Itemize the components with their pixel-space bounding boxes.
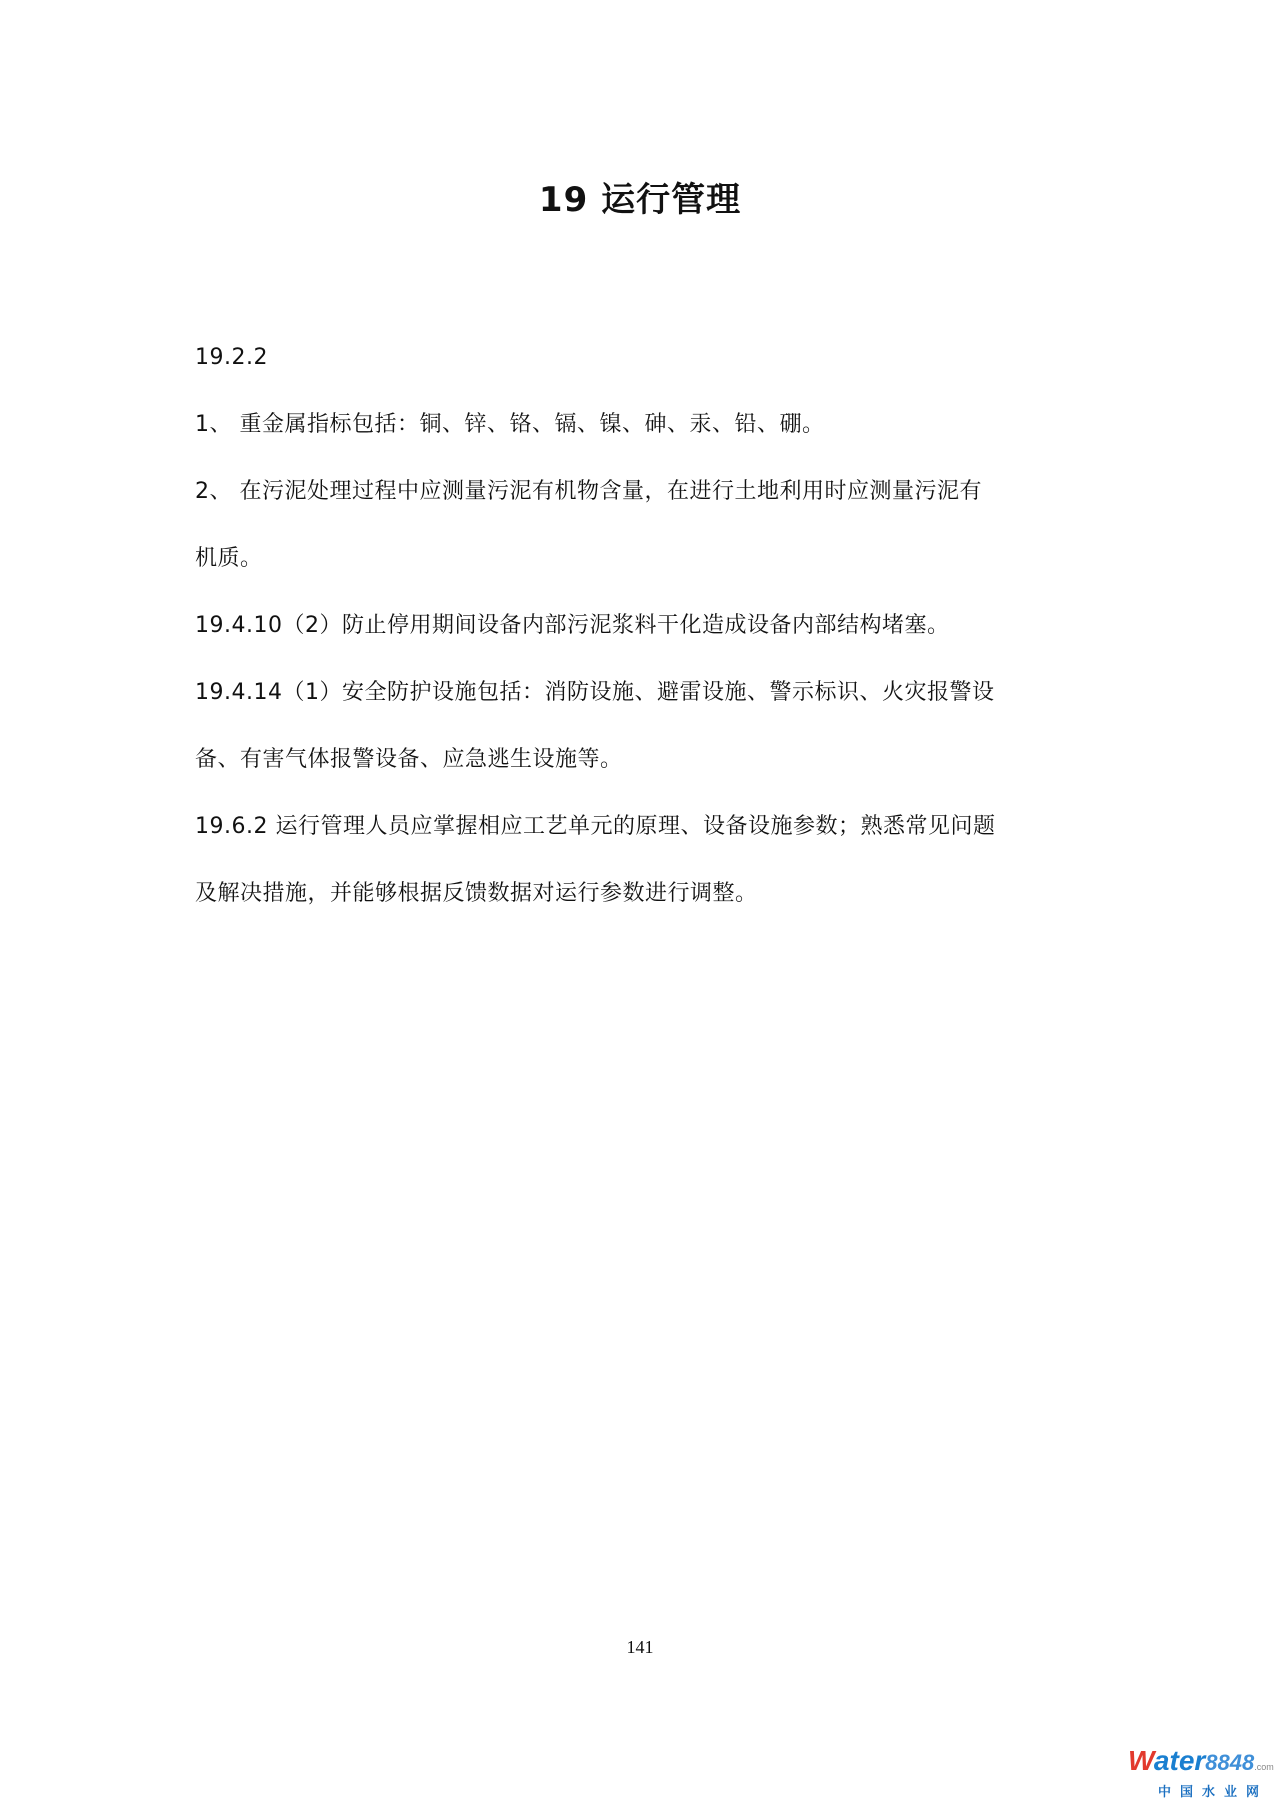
paragraph-line: 机质。 <box>195 546 263 571</box>
paragraph-line: 1、 重金属指标包括：铜、锌、铬、镉、镍、砷、汞、铅、硼。 <box>195 412 825 437</box>
paragraph-line: 19.4.10（2）防止停用期间设备内部污泥浆料干化造成设备内部结构堵塞。 <box>195 613 950 638</box>
paragraph-line: 2、 在污泥处理过程中应测量污泥有机物含量，在进行土地利用时应测量污泥有 <box>195 479 982 504</box>
paragraph-line: 19.4.14（1）安全防护设施包括：消防设施、避雷设施、警示标识、火灾报警设 <box>195 680 995 705</box>
watermark-number: 8848 <box>1205 1750 1255 1775</box>
section-number-19-2-2: 19.2.2 <box>195 345 268 370</box>
paragraph-line: 及解决措施，并能够根据反馈数据对运行参数进行调整。 <box>195 881 758 906</box>
watermark-letters-ater: ater <box>1153 1745 1206 1776</box>
watermark-logo <box>1128 1745 1274 1806</box>
document-body <box>195 324 1095 927</box>
paragraph-line: 19.6.2 运行管理人员应掌握相应工艺单元的原理、设备设施参数；熟悉常见问题 <box>195 814 996 839</box>
watermark-wordmark <box>1128 1745 1274 1782</box>
page-title: 19 运行管理 <box>538 180 742 220</box>
watermark-letter-w: W <box>1128 1745 1154 1776</box>
watermark-subtitle: 中国水业网 <box>1157 1785 1268 1800</box>
watermark-domain: .com <box>1254 1762 1274 1772</box>
paragraph-line: 备、有害气体报警设备、应急逃生设施等。 <box>195 747 623 772</box>
page-number: 141 <box>626 1637 654 1657</box>
